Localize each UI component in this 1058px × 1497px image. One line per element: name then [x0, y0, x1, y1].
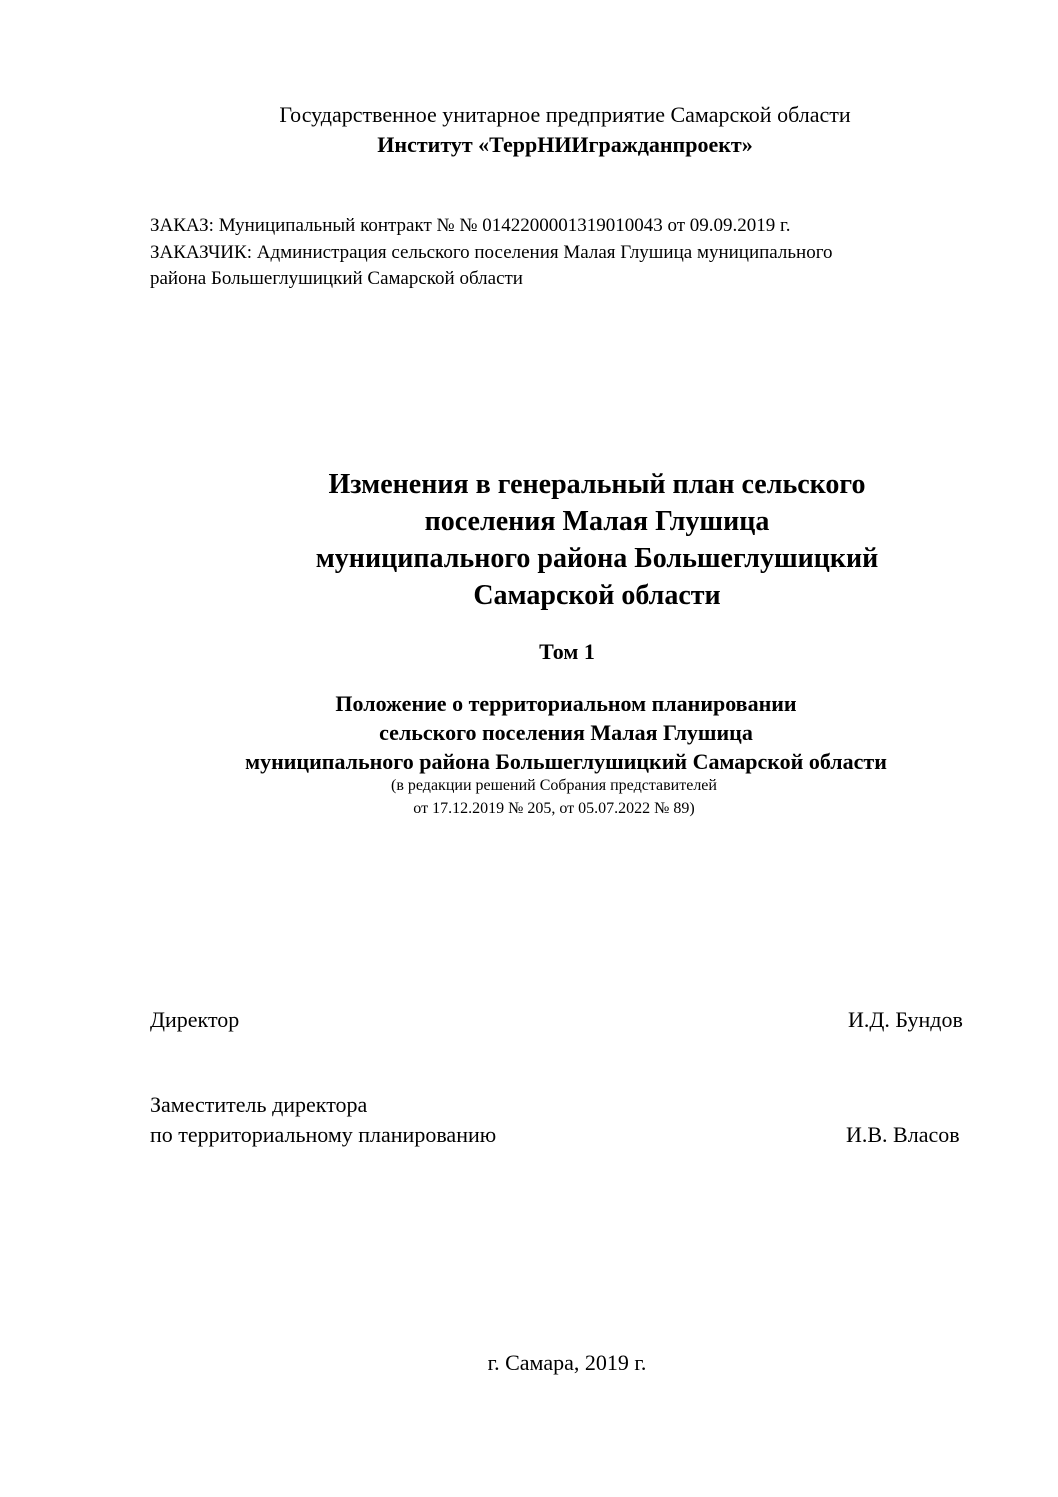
organization-name: Государственное унитарное предприятие Самарской области — [279, 102, 851, 127]
order-line: ЗАКАЗ: Муниципальный контракт № № 0142200001319010043 от 09.09.2019 г. — [150, 215, 791, 236]
deputy-role-continued: по территориальному планированию — [150, 1122, 497, 1147]
edition-note: (в редакции решений Собрания представителей — [391, 777, 717, 794]
customer-line: ЗАКАЗЧИК: Администрация сельского поселения Малая Глушица муниципального — [150, 242, 833, 263]
subtitle-line: муниципального района Большеглушицкий Самарской области — [245, 749, 887, 774]
institute-name: Институт «ТеррНИИгражданпроект» — [377, 132, 753, 157]
title-line: Самарской области — [473, 580, 721, 611]
place-and-year: г. Самара, 2019 г. — [487, 1350, 647, 1375]
title-line: поселения Малая Глушица — [424, 506, 770, 537]
subtitle-line: сельского поселения Малая Глушица — [379, 720, 753, 745]
title-line: Изменения в генеральный план сельского — [328, 469, 866, 500]
director-role: Директор — [150, 1007, 240, 1032]
title-line: муниципального района Большеглушицкий — [315, 543, 879, 574]
subtitle-line: Положение о территориальном планировании — [335, 691, 797, 716]
edition-note-dates: от 17.12.2019 № 205, от 05.07.2022 № 89) — [413, 800, 695, 817]
volume-label: Том 1 — [539, 639, 595, 664]
deputy-name: И.В. Власов — [846, 1122, 960, 1147]
director-name: И.Д. Бундов — [848, 1007, 963, 1032]
customer-line-continued: района Большеглушицкий Самарской области — [150, 268, 523, 289]
deputy-role: Заместитель директора — [150, 1092, 368, 1117]
